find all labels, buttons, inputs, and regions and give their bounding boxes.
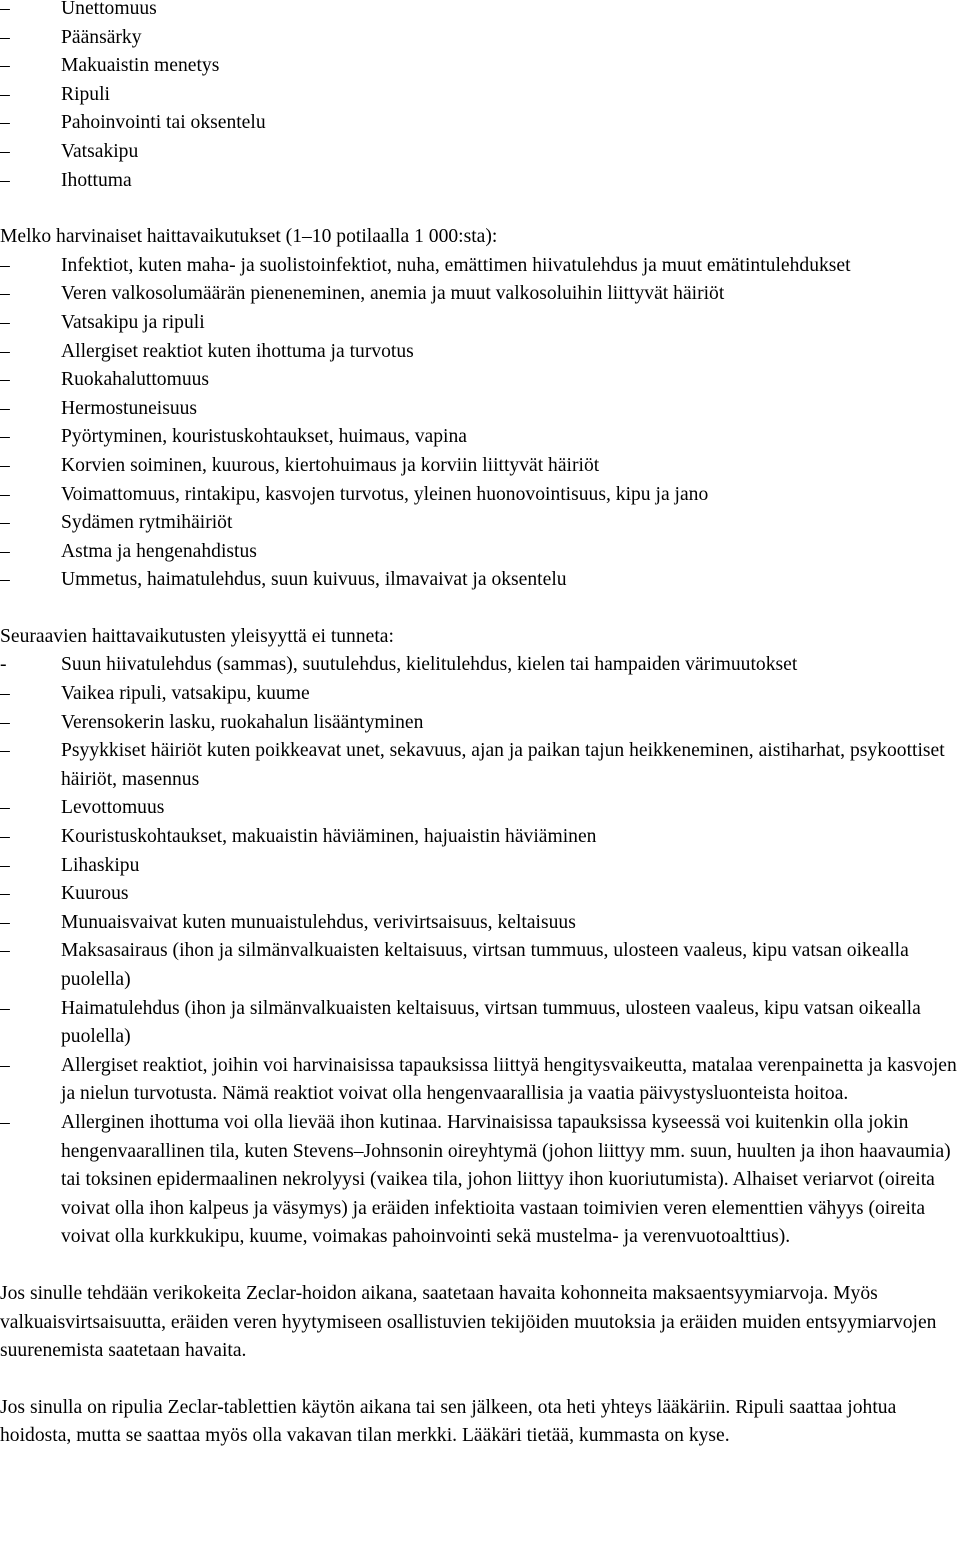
list-item [0, 452, 960, 481]
list-item [0, 680, 960, 709]
list-item-text: Allergiset reaktiot kuten ihottuma ja turvotus [61, 340, 414, 362]
spacer [0, 595, 960, 623]
list-item-text: Pahoinvointi tai oksentelu [61, 112, 266, 134]
dash-bullet: – [0, 997, 10, 1019]
dash-bullet: – [0, 254, 10, 276]
spacer [0, 195, 960, 223]
list-item [0, 309, 960, 338]
list-item-text: Lihaskipu [61, 854, 140, 876]
dash-bullet: – [0, 0, 10, 19]
list-item-text: Allerginen ihottuma voi olla lievää ihon kutinaa. Harvinaisissa tapauksissa kyseessä voi kuitenkin olla jokin hengenvaarallinen tila, kuten Stevens–Johnsonin oireyhtymä (johon liittyy mm. suun, huulten ja ihon haavaumia) tai toksinen epidermaalinen nekrolyysi (vaikea tila, johon liittyy ihon kuoriutumista). Alhaiset veriarvot (oireita voivat olla ihon kalpeus ja väsymys) ja eräiden infektioita vastaan toimivien veren elementtien vähyys (oireita voivat olla kurkkukipu, kuume, voimakas pahoinvointi sekä mustelma- ja verenvuotoalttius). [61, 1111, 951, 1248]
dash-bullet: – [0, 1111, 10, 1133]
list-item [0, 823, 960, 852]
list-item [0, 909, 960, 938]
dash-bullet: – [0, 26, 10, 48]
side-effects-list-uncommon [0, 252, 960, 595]
dash-bullet: – [0, 426, 10, 448]
list-item-text: Munuaisvaivat kuten munuaistulehdus, verivirtsaisuus, keltaisuus [61, 911, 576, 933]
dash-bullet: – [0, 854, 10, 876]
list-item [0, 737, 960, 794]
list-item-text: Verensokerin lasku, ruokahalun lisääntyminen [61, 711, 424, 733]
dash-bullet: – [0, 540, 10, 562]
list-item [0, 24, 960, 53]
dash-bullet: – [0, 112, 10, 134]
list-item [0, 794, 960, 823]
spacer [0, 1252, 960, 1280]
dash-bullet: – [0, 483, 10, 505]
paragraph-diarrhea-warning: Jos sinulla on ripulia Zeclar-tablettien käytön aikana tai sen jälkeen, ota heti yhteys lääkäriin. Ripuli saattaa johtua hoidosta, mutta se saattaa myös olla vakavan tilan merkki. Lääkäri tietää, kummasta on kyse. [0, 1396, 897, 1447]
dash-bullet: – [0, 883, 10, 905]
list-item-text: Allergiset reaktiot, joihin voi harvinaisissa tapauksissa liittyä hengitysvaikeutta, matalaa verenpainetta ja kasvojen ja nielun turvotusta. Nämä reaktiot voivat olla hengenvaarallisia ja vaatia päivystysluonteista hoitoa. [61, 1054, 957, 1105]
list-item-text: Infektiot, kuten maha- ja suolistoinfektiot, nuha, emättimen hiivatulehdus ja muut emätintulehdukset [61, 254, 851, 276]
dash-bullet: – [0, 283, 10, 305]
list-item-text: Vatsakipu [61, 140, 139, 162]
list-item-text: Haimatulehdus (ihon ja silmänvalkuaisten keltaisuus, virtsan tummuus, ulosteen vaaleus, kipu vatsan oikealla puolella) [61, 997, 921, 1048]
list-item [0, 995, 960, 1052]
list-item-text: Kouristuskohtaukset, makuaistin häviäminen, hajuaistin häviäminen [61, 826, 597, 848]
list-item-text: Unettomuus [61, 0, 157, 19]
list-item-text: Ihottuma [61, 169, 132, 191]
list-item-text: Hermostuneisuus [61, 397, 198, 419]
list-item-text: Vatsakipu ja ripuli [61, 311, 205, 333]
list-item [0, 252, 960, 281]
list-item [0, 1109, 960, 1252]
spacer [0, 1366, 960, 1394]
section-heading-uncommon: Melko harvinaiset haittavaikutukset (1–10 potilaalla 1 000:sta): [0, 226, 498, 248]
list-item-text: Maksasairaus (ihon ja silmänvalkuaisten keltaisuus, virtsan tummuus, ulosteen vaaleus, kipu vatsan oikealla puolella) [61, 940, 909, 990]
list-item-text: Vaikea ripuli, vatsakipu, kuume [61, 683, 310, 705]
list-item-text: Makuaistin menetys [61, 55, 220, 77]
list-item-text: Kuurous [61, 883, 129, 905]
list-item [0, 880, 960, 909]
list-item [0, 366, 960, 395]
list-item-text: Astma ja hengenahdistus [61, 540, 257, 562]
paragraph-liver-enzymes: Jos sinulle tehdään verikokeita Zeclar-hoidon aikana, saatetaan havaita kohonneita maksaentsyymiarvoja. Myös valkuaisvirtsaisuutta, eräiden veren hyytymiseen osallistuvien tekijöiden muutoksia ja eräiden muiden entsyymiarvojen suurenemista saatetaan havaita. [0, 1282, 937, 1362]
list-item [0, 709, 960, 738]
dash-bullet: – [0, 711, 10, 733]
dash-bullet: – [0, 797, 10, 819]
list-item-text: Voimattomuus, rintakipu, kasvojen turvotus, yleinen huonovointisuus, kipu ja jano [61, 483, 709, 505]
list-item [0, 538, 960, 567]
dash-bullet: – [0, 83, 10, 105]
list-item-text: Sydämen rytmihäiriöt [61, 512, 233, 534]
list-item [0, 167, 960, 196]
dash-bullet: – [0, 569, 10, 591]
list-item-text: Psyykkiset häiriöt kuten poikkeavat unet, sekavuus, ajan ja paikan tajun heikkeneminen, aistiharhat, psykoottiset häiriöt, masennus [61, 740, 945, 790]
dash-bullet: – [0, 311, 10, 333]
list-item [0, 52, 960, 81]
dash-bullet: – [0, 683, 10, 705]
list-item [0, 481, 960, 510]
dash-bullet: – [0, 340, 10, 362]
list-item [0, 138, 960, 167]
list-item-text: Korvien soiminen, kuurous, kiertohuimaus ja korviin liittyvät häiriöt [61, 454, 600, 476]
list-item-text: Levottomuus [61, 797, 165, 819]
list-item [0, 509, 960, 538]
list-item [0, 109, 960, 138]
list-item-text: Veren valkosolumäärän pieneneminen, anemia ja muut valkosoluihin liittyvät häiriöt [61, 283, 725, 305]
list-item [0, 852, 960, 881]
list-item [0, 280, 960, 309]
dash-bullet: – [0, 140, 10, 162]
dash-bullet: – [0, 826, 10, 848]
list-item-text: Ruokahaluttomuus [61, 369, 210, 391]
dash-bullet: – [0, 369, 10, 391]
hyphen-bullet: - [0, 654, 7, 676]
side-effects-list-common [0, 0, 960, 195]
section-heading-unknown: Seuraavien haittavaikutusten yleisyyttä ei tunneta: [0, 625, 394, 647]
list-item [0, 1052, 960, 1109]
list-item [0, 651, 960, 680]
dash-bullet: – [0, 740, 10, 762]
list-item-text: Suun hiivatulehdus (sammas), suutulehdus, kielitulehdus, kielen tai hampaiden värimuutokset [61, 654, 798, 676]
list-item-text: Pyörtyminen, kouristuskohtaukset, huimaus, vapina [61, 426, 467, 448]
list-item [0, 395, 960, 424]
list-item [0, 0, 960, 24]
list-item [0, 566, 960, 595]
dash-bullet: – [0, 169, 10, 191]
dash-bullet: – [0, 55, 10, 77]
dash-bullet: – [0, 1054, 10, 1076]
dash-bullet: – [0, 940, 10, 962]
list-item-text: Ummetus, haimatulehdus, suun kuivuus, ilmavaivat ja oksentelu [61, 569, 567, 591]
list-item-text: Ripuli [61, 83, 110, 105]
list-item-text: Päänsärky [61, 26, 142, 48]
list-item [0, 423, 960, 452]
side-effects-list-unknown [0, 651, 960, 1251]
dash-bullet: – [0, 911, 10, 933]
dash-bullet: – [0, 454, 10, 476]
list-item [0, 81, 960, 110]
list-item [0, 338, 960, 367]
dash-bullet: – [0, 397, 10, 419]
list-item [0, 937, 960, 994]
dash-bullet: – [0, 512, 10, 534]
